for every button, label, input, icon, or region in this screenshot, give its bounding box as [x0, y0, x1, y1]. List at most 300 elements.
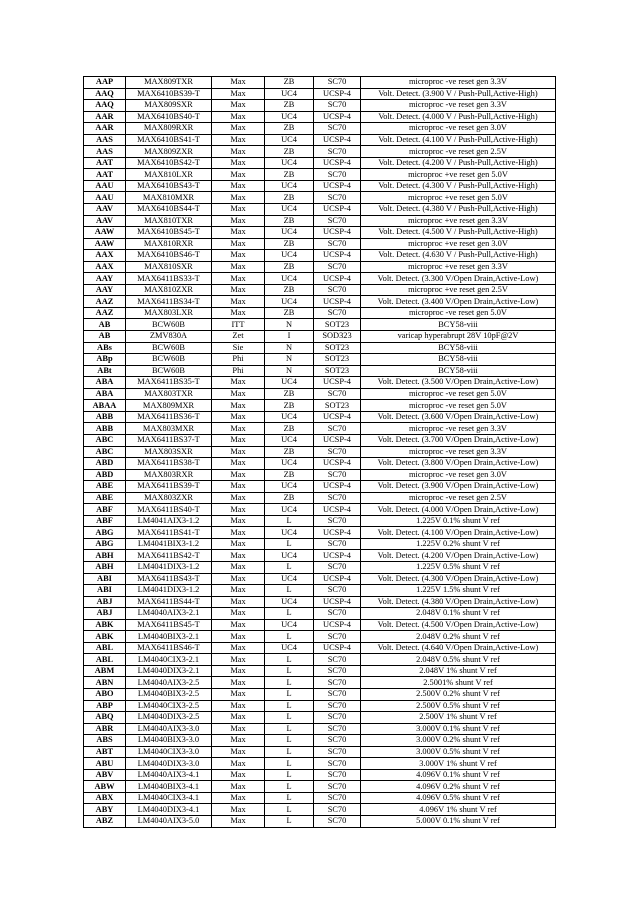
table-row [84, 331, 556, 343]
pinout-code-cell: UC4 [265, 296, 314, 308]
smd-code-cell: ABt [84, 365, 126, 377]
part-number-cell: LM4040AIX3-5.0 [126, 816, 212, 828]
manufacturer-cell: Max [212, 146, 265, 158]
table-row [84, 434, 556, 446]
manufacturer-cell: Max [212, 746, 265, 758]
manufacturer-cell: Sie [212, 342, 265, 354]
smd-code-cell: ABO [84, 688, 126, 700]
smd-code-cell: ABU [84, 758, 126, 770]
part-number-cell: MAX809ZXR [126, 146, 212, 158]
description-cell: Volt. Detect. (3.400 V/Open Drain,Active-Low) [361, 296, 556, 308]
manufacturer-cell: Max [212, 88, 265, 100]
description-cell: Volt. Detect. (4.100 V / Push-Pull,Active-High) [361, 134, 556, 146]
description-cell: microproc +ve reset gen 5.0V [361, 169, 556, 181]
smd-code-cell: ABK [84, 619, 126, 631]
description-cell: microproc -ve reset gen 3.3V [361, 423, 556, 435]
smd-code-cell: ABW [84, 781, 126, 793]
pinout-code-cell: UC4 [265, 204, 314, 216]
manufacturer-cell: Max [212, 411, 265, 423]
manufacturer-cell: Max [212, 284, 265, 296]
table-row [84, 261, 556, 273]
table-row [84, 446, 556, 458]
manufacturer-cell: Max [212, 758, 265, 770]
part-number-cell: MAX6411BS41-T [126, 527, 212, 539]
description-cell: 2.048V 0.1% shunt V ref [361, 608, 556, 620]
manufacturer-cell: Max [212, 700, 265, 712]
package-cell: UCSP-4 [314, 458, 361, 470]
package-cell: SC70 [314, 307, 361, 319]
part-number-cell: BCW60B [126, 354, 212, 366]
package-cell: SC70 [314, 654, 361, 666]
part-number-cell: MAX803MXR [126, 423, 212, 435]
manufacturer-cell: Max [212, 157, 265, 169]
description-cell: Volt. Detect. (4.200 V / Push-Pull,Active-High) [361, 157, 556, 169]
table-row [84, 700, 556, 712]
smd-code-cell: ABV [84, 769, 126, 781]
pinout-code-cell: ZB [265, 400, 314, 412]
manufacturer-cell: Max [212, 804, 265, 816]
part-number-cell: MAX6411BS44-T [126, 596, 212, 608]
manufacturer-cell: Max [212, 227, 265, 239]
manufacturer-cell: Max [212, 550, 265, 562]
table-row [84, 157, 556, 169]
description-cell: 2.500V 0.5% shunt V ref [361, 700, 556, 712]
package-cell: UCSP-4 [314, 134, 361, 146]
description-cell: 3.000V 0.2% shunt V ref [361, 735, 556, 747]
smd-code-cell: ABD [84, 458, 126, 470]
manufacturer-cell: Max [212, 204, 265, 216]
package-cell: SC70 [314, 781, 361, 793]
smd-code-cell: ABX [84, 792, 126, 804]
manufacturer-cell: Max [212, 619, 265, 631]
table-row [84, 296, 556, 308]
package-cell: SC70 [314, 146, 361, 158]
table-row [84, 111, 556, 123]
package-cell: SOT23 [314, 354, 361, 366]
smd-code-cell: ABS [84, 735, 126, 747]
table-row [84, 712, 556, 724]
manufacturer-cell: Max [212, 261, 265, 273]
description-cell: 3.000V 0.5% shunt V ref [361, 746, 556, 758]
smd-code-cell: AAT [84, 169, 126, 181]
manufacturer-cell: Max [212, 561, 265, 573]
description-cell: 4.096V 0.2% shunt V ref [361, 781, 556, 793]
table-row [84, 481, 556, 493]
table-row [84, 238, 556, 250]
description-cell: Volt. Detect. (4.200 V/Open Drain,Active-Low) [361, 550, 556, 562]
pinout-code-cell: L [265, 538, 314, 550]
description-cell: microproc +ve reset gen 3.3V [361, 261, 556, 273]
part-number-cell: MAX6411BS33-T [126, 273, 212, 285]
manufacturer-cell: Max [212, 723, 265, 735]
smd-code-cell: ABJ [84, 596, 126, 608]
part-number-cell: LM4041DIX3-1.2 [126, 561, 212, 573]
pinout-code-cell: L [265, 735, 314, 747]
manufacturer-cell: Max [212, 296, 265, 308]
package-cell: UCSP-4 [314, 411, 361, 423]
description-cell: microproc -ve reset gen 3.0V [361, 469, 556, 481]
description-cell: Volt. Detect. (4.640 V/Open Drain,Active-Low) [361, 642, 556, 654]
manufacturer-cell: Max [212, 504, 265, 516]
smd-code-cell: ABY [84, 804, 126, 816]
pinout-code-cell: ZB [265, 100, 314, 112]
table-row [84, 88, 556, 100]
manufacturer-cell: Phi [212, 365, 265, 377]
pinout-code-cell: L [265, 792, 314, 804]
description-cell: microproc -ve reset gen 2.5V [361, 146, 556, 158]
part-number-cell: LM4040DIX3-4.1 [126, 804, 212, 816]
smd-code-cell: ABB [84, 411, 126, 423]
part-number-cell: LM4041DIX3-1.2 [126, 585, 212, 597]
smd-code-cell: ABD [84, 469, 126, 481]
table-row [84, 758, 556, 770]
smd-code-cell: ABG [84, 538, 126, 550]
manufacturer-cell: Max [212, 273, 265, 285]
table-row [84, 215, 556, 227]
description-cell: Volt. Detect. (3.500 V/Open Drain,Active-Low) [361, 377, 556, 389]
manufacturer-cell: Max [212, 377, 265, 389]
description-cell: Volt. Detect. (4.300 V / Push-Pull,Active-High) [361, 180, 556, 192]
part-number-cell: MAX6411BS36-T [126, 411, 212, 423]
part-number-cell: LM4040BIX3-4.1 [126, 781, 212, 793]
table-row [84, 204, 556, 216]
pinout-code-cell: L [265, 781, 314, 793]
pinout-code-cell: UC4 [265, 434, 314, 446]
manufacturer-cell: Max [212, 792, 265, 804]
description-cell: microproc +ve reset gen 3.0V [361, 238, 556, 250]
table-row [84, 400, 556, 412]
description-cell: microproc -ve reset gen 5.0V [361, 400, 556, 412]
manufacturer-cell: Max [212, 816, 265, 828]
pinout-code-cell: N [265, 342, 314, 354]
package-cell: UCSP-4 [314, 527, 361, 539]
table-row [84, 307, 556, 319]
smd-code-cell: AAZ [84, 296, 126, 308]
pinout-code-cell: UC4 [265, 227, 314, 239]
part-number-cell: MAX803TXR [126, 388, 212, 400]
smd-code-cell: ABC [84, 446, 126, 458]
smd-code-cell: AAQ [84, 100, 126, 112]
manufacturer-cell: Max [212, 169, 265, 181]
table-row [84, 77, 556, 89]
package-cell: SOT23 [314, 319, 361, 331]
table-row [84, 527, 556, 539]
manufacturer-cell: Max [212, 665, 265, 677]
manufacturer-cell: Max [212, 307, 265, 319]
manufacturer-cell: Max [212, 250, 265, 262]
pinout-code-cell: I [265, 331, 314, 343]
description-cell: Volt. Detect. (3.700 V/Open Drain,Active-Low) [361, 434, 556, 446]
table-row [84, 250, 556, 262]
part-number-cell: LM4040AIX3-2.1 [126, 608, 212, 620]
part-number-cell: MAX6410BS43-T [126, 180, 212, 192]
pinout-code-cell: UC4 [265, 111, 314, 123]
part-number-cell: MAX810RXR [126, 238, 212, 250]
part-number-cell: MAX6411BS42-T [126, 550, 212, 562]
manufacturer-cell: Max [212, 192, 265, 204]
smd-code-table [83, 76, 556, 828]
part-number-cell: MAX6410BS40-T [126, 111, 212, 123]
package-cell: UCSP-4 [314, 204, 361, 216]
description-cell: Volt. Detect. (4.630 V / Push-Pull,Active-High) [361, 250, 556, 262]
smd-code-cell: ABE [84, 492, 126, 504]
description-cell: Volt. Detect. (4.100 V/Open Drain,Active-Low) [361, 527, 556, 539]
description-cell: Volt. Detect. (3.900 V/Open Drain,Active-Low) [361, 481, 556, 493]
manufacturer-cell: Max [212, 458, 265, 470]
table-row [84, 123, 556, 135]
package-cell: SC70 [314, 423, 361, 435]
package-cell: SC70 [314, 712, 361, 724]
pinout-code-cell: ZB [265, 423, 314, 435]
manufacturer-cell: Max [212, 585, 265, 597]
table-body [84, 77, 556, 828]
package-cell: SC70 [314, 804, 361, 816]
part-number-cell: MAX6411BS38-T [126, 458, 212, 470]
pinout-code-cell: N [265, 319, 314, 331]
smd-code-cell: AAZ [84, 307, 126, 319]
pinout-code-cell: UC4 [265, 527, 314, 539]
pinout-code-cell: N [265, 365, 314, 377]
part-number-cell: LM4040BIX3-3.0 [126, 735, 212, 747]
package-cell: SC70 [314, 469, 361, 481]
package-cell: SC70 [314, 769, 361, 781]
table-row [84, 504, 556, 516]
smd-code-cell: ABF [84, 504, 126, 516]
package-cell: SC70 [314, 100, 361, 112]
smd-code-cell: ABA [84, 377, 126, 389]
description-cell: Volt. Detect. (4.000 V / Push-Pull,Active-High) [361, 111, 556, 123]
package-cell: SC70 [314, 746, 361, 758]
description-cell: 1.225V 0.5% shunt V ref [361, 561, 556, 573]
package-cell: SOT23 [314, 342, 361, 354]
pinout-code-cell: UC4 [265, 458, 314, 470]
package-cell: SC70 [314, 631, 361, 643]
description-cell: Volt. Detect. (3.800 V/Open Drain,Active-Low) [361, 458, 556, 470]
part-number-cell: MAX6411BS34-T [126, 296, 212, 308]
description-cell: varicap hyperabrupt 28V 10pF@2V [361, 331, 556, 343]
table-row [84, 538, 556, 550]
part-number-cell: MAX6410BS39-T [126, 88, 212, 100]
table-row [84, 596, 556, 608]
description-cell: 2.500V 0.2% shunt V ref [361, 688, 556, 700]
pinout-code-cell: UC4 [265, 180, 314, 192]
description-cell: microproc -ve reset gen 3.3V [361, 100, 556, 112]
package-cell: UCSP-4 [314, 434, 361, 446]
manufacturer-cell: Max [212, 631, 265, 643]
pinout-code-cell: L [265, 665, 314, 677]
pinout-code-cell: L [265, 700, 314, 712]
manufacturer-cell: Phi [212, 354, 265, 366]
description-cell: Volt. Detect. (4.300 V/Open Drain,Active-Low) [361, 573, 556, 585]
manufacturer-cell: Max [212, 400, 265, 412]
table-row [84, 180, 556, 192]
description-cell: 2.048V 0.5% shunt V ref [361, 654, 556, 666]
manufacturer-cell: Max [212, 446, 265, 458]
description-cell: microproc +ve reset gen 5.0V [361, 192, 556, 204]
manufacturer-cell: Max [212, 735, 265, 747]
table-row [84, 100, 556, 112]
manufacturer-cell: Max [212, 527, 265, 539]
pinout-code-cell: L [265, 712, 314, 724]
pinout-code-cell: ZB [265, 77, 314, 89]
table-row [84, 654, 556, 666]
part-number-cell: MAX6411BS35-T [126, 377, 212, 389]
smd-code-cell: AAY [84, 284, 126, 296]
manufacturer-cell: Max [212, 238, 265, 250]
part-number-cell: LM4040BIX3-2.5 [126, 688, 212, 700]
description-cell: Volt. Detect. (4.500 V / Push-Pull,Active-High) [361, 227, 556, 239]
table-row [84, 169, 556, 181]
smd-code-cell: ABM [84, 665, 126, 677]
smd-code-cell: ABR [84, 723, 126, 735]
pinout-code-cell: ZB [265, 238, 314, 250]
manufacturer-cell: Max [212, 388, 265, 400]
description-cell: microproc -ve reset gen 3.3V [361, 77, 556, 89]
description-cell: 4.096V 0.5% shunt V ref [361, 792, 556, 804]
part-number-cell: LM4040BIX3-2.1 [126, 631, 212, 643]
package-cell: SC70 [314, 758, 361, 770]
part-number-cell: MAX6411BS40-T [126, 504, 212, 516]
table-row [84, 515, 556, 527]
description-cell: 4.096V 0.1% shunt V ref [361, 769, 556, 781]
pinout-code-cell: UC4 [265, 88, 314, 100]
pinout-code-cell: L [265, 746, 314, 758]
part-number-cell: LM4040AIX3-4.1 [126, 769, 212, 781]
manufacturer-cell: Max [212, 434, 265, 446]
smd-code-cell: AAX [84, 250, 126, 262]
pinout-code-cell: L [265, 585, 314, 597]
package-cell: UCSP-4 [314, 504, 361, 516]
description-cell: BCY58-viii [361, 354, 556, 366]
smd-code-cell: ABN [84, 677, 126, 689]
manufacturer-cell: Max [212, 77, 265, 89]
package-cell: SC70 [314, 492, 361, 504]
manufacturer-cell: Max [212, 596, 265, 608]
description-cell: 1.225V 1.5% shunt V ref [361, 585, 556, 597]
manufacturer-cell: Max [212, 134, 265, 146]
package-cell: SC70 [314, 284, 361, 296]
table-row [84, 492, 556, 504]
smd-code-cell: ABG [84, 527, 126, 539]
part-number-cell: MAX6411BS43-T [126, 573, 212, 585]
package-cell: UCSP-4 [314, 619, 361, 631]
table-row [84, 781, 556, 793]
package-cell: UCSP-4 [314, 157, 361, 169]
smd-code-cell: ABL [84, 654, 126, 666]
part-number-cell: MAX6411BS39-T [126, 481, 212, 493]
manufacturer-cell: Max [212, 712, 265, 724]
part-number-cell: MAX810TXR [126, 215, 212, 227]
smd-code-cell: ABE [84, 481, 126, 493]
description-cell: Volt. Detect. (3.600 V/Open Drain,Active-Low) [361, 411, 556, 423]
smd-code-cell: AAV [84, 204, 126, 216]
manufacturer-cell: Max [212, 123, 265, 135]
pinout-code-cell: L [265, 688, 314, 700]
table-row [84, 573, 556, 585]
table-row [84, 458, 556, 470]
pinout-code-cell: N [265, 354, 314, 366]
description-cell: 2.5001% shunt V ref [361, 677, 556, 689]
part-number-cell: MAX810MXR [126, 192, 212, 204]
description-cell: 2.048V 1% shunt V ref [361, 665, 556, 677]
table-row [84, 377, 556, 389]
table-row [84, 585, 556, 597]
smd-code-cell: AB [84, 319, 126, 331]
package-cell: SC70 [314, 665, 361, 677]
package-cell: SC70 [314, 561, 361, 573]
smd-code-cell: ABI [84, 585, 126, 597]
pinout-code-cell: UC4 [265, 619, 314, 631]
table-row [84, 550, 556, 562]
smd-code-cell: ABF [84, 515, 126, 527]
table-row [84, 342, 556, 354]
part-number-cell: LM4040CIX3-2.1 [126, 654, 212, 666]
pinout-code-cell: UC4 [265, 550, 314, 562]
smd-code-cell: ABT [84, 746, 126, 758]
pinout-code-cell: L [265, 654, 314, 666]
smd-code-cell: AB [84, 331, 126, 343]
description-cell: 1.225V 0.2% shunt V ref [361, 538, 556, 550]
package-cell: UCSP-4 [314, 227, 361, 239]
manufacturer-cell: Max [212, 608, 265, 620]
description-cell: 1.225V 0.1% shunt V ref [361, 515, 556, 527]
part-number-cell: MAX803ZXR [126, 492, 212, 504]
package-cell: SC70 [314, 792, 361, 804]
description-cell: microproc +ve reset gen 2.5V [361, 284, 556, 296]
table-row [84, 388, 556, 400]
table-row [84, 365, 556, 377]
part-number-cell: BCW60B [126, 319, 212, 331]
package-cell: UCSP-4 [314, 596, 361, 608]
table-row [84, 665, 556, 677]
table-row [84, 677, 556, 689]
part-number-cell: MAX810ZXR [126, 284, 212, 296]
part-number-cell: MAX809MXR [126, 400, 212, 412]
smd-code-cell: ABQ [84, 712, 126, 724]
manufacturer-cell: Max [212, 481, 265, 493]
description-cell: 4.096V 1% shunt V ref [361, 804, 556, 816]
pinout-code-cell: UC4 [265, 134, 314, 146]
part-number-cell: MAX6411BS46-T [126, 642, 212, 654]
smd-code-cell: AAX [84, 261, 126, 273]
table-row [84, 561, 556, 573]
pinout-code-cell: UC4 [265, 377, 314, 389]
package-cell: SC70 [314, 261, 361, 273]
part-number-cell: MAX809RXR [126, 123, 212, 135]
part-number-cell: MAX6410BS41-T [126, 134, 212, 146]
manufacturer-cell: Max [212, 677, 265, 689]
smd-code-cell: ABI [84, 573, 126, 585]
pinout-code-cell: ZB [265, 469, 314, 481]
pinout-code-cell: ZB [265, 388, 314, 400]
description-cell: 2.048V 0.2% shunt V ref [361, 631, 556, 643]
pinout-code-cell: UC4 [265, 157, 314, 169]
package-cell: SC70 [314, 215, 361, 227]
pinout-code-cell: ZB [265, 169, 314, 181]
pinout-code-cell: UC4 [265, 481, 314, 493]
description-cell: Volt. Detect. (3.300 V/Open Drain,Active-Low) [361, 273, 556, 285]
smd-code-cell: ABZ [84, 816, 126, 828]
smd-code-cell: AAP [84, 77, 126, 89]
table-row [84, 735, 556, 747]
pinout-code-cell: L [265, 804, 314, 816]
manufacturer-cell: Max [212, 654, 265, 666]
part-number-cell: MAX810SXR [126, 261, 212, 273]
pinout-code-cell: UC4 [265, 273, 314, 285]
package-cell: SC70 [314, 816, 361, 828]
manufacturer-cell: Max [212, 215, 265, 227]
pinout-code-cell: L [265, 561, 314, 573]
